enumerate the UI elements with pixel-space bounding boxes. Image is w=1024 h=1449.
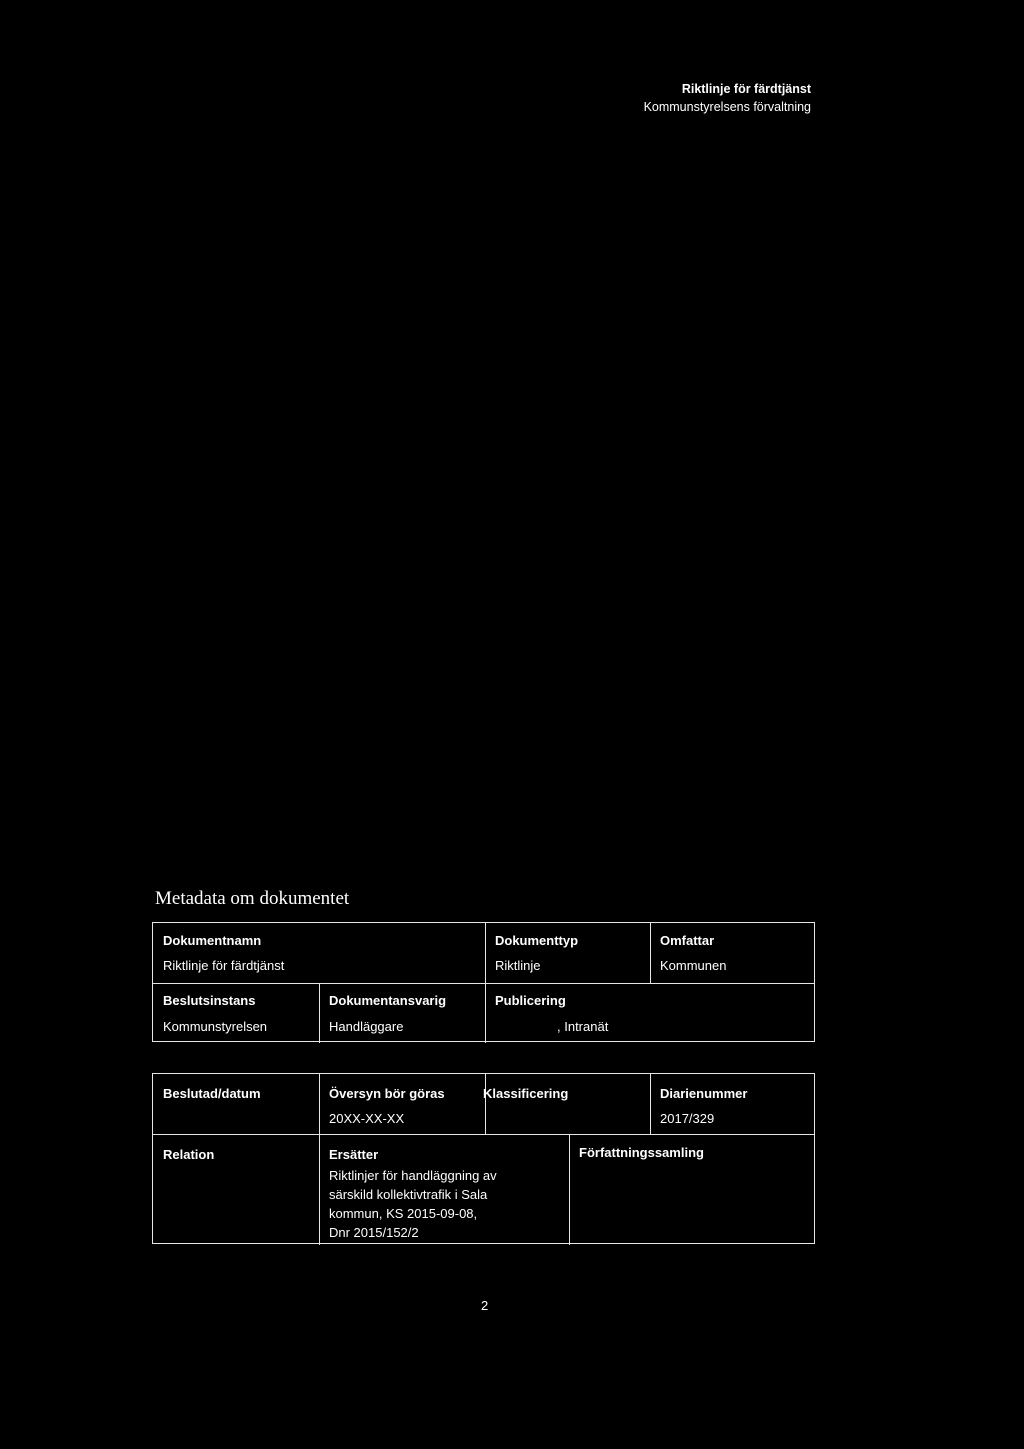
ersatter-label: Ersätter — [329, 1147, 379, 1162]
publicering-value: , Intranät — [557, 1019, 609, 1034]
dokumentansvarig-value: Handläggare — [329, 1019, 404, 1034]
metadata-table-2 — [152, 1073, 815, 1244]
header-subtitle: Kommunstyrelsens förvaltning — [643, 100, 811, 114]
omfattar-value: Kommunen — [660, 958, 727, 973]
oversyn-label: Översyn bör göras — [329, 1086, 445, 1101]
ersatter-line: kommun, KS 2015-09-08, — [329, 1206, 478, 1221]
ersatter-text — [329, 1166, 497, 1242]
publicering-label: Publicering — [495, 993, 566, 1008]
metadata-heading: Metadata om dokumentet — [155, 888, 350, 909]
dokumenttyp-label: Dokumenttyp — [495, 933, 579, 948]
beslutsinstans-value: Kommunstyrelsen — [163, 1019, 268, 1034]
dokumentnamn-label: Dokumentnamn — [163, 933, 262, 948]
ersatter-line: Riktlinjer för handläggning av — [329, 1168, 497, 1183]
beslutsinstans-label: Beslutsinstans — [163, 993, 256, 1008]
beslutad-label: Beslutad/datum — [163, 1086, 261, 1101]
ersatter-line: Dnr 2015/152/2 — [329, 1225, 419, 1240]
forfattningssamling-label: Författningssamling — [579, 1145, 704, 1160]
document-header — [644, 80, 811, 116]
dokumenttyp-value: Riktlinje — [495, 958, 541, 973]
ersatter-line: särskild kollektivtrafik i Sala — [329, 1187, 488, 1202]
dokumentnamn-value: Riktlinje för färdtjänst — [163, 958, 285, 973]
omfattar-label: Omfattar — [660, 933, 715, 948]
diarienummer-label: Diarienummer — [660, 1086, 748, 1101]
klassificering-label: Klassificering — [483, 1086, 569, 1101]
oversyn-value: 20XX-XX-XX — [329, 1111, 405, 1126]
metadata-table-1 — [152, 922, 815, 1042]
diarienummer-value: 2017/329 — [660, 1111, 715, 1126]
dokumentansvarig-label: Dokumentansvarig — [329, 993, 447, 1008]
page-number: 2 — [481, 1298, 489, 1313]
header-title: Riktlinje för färdtjänst — [681, 82, 811, 96]
relation-label: Relation — [163, 1147, 215, 1162]
